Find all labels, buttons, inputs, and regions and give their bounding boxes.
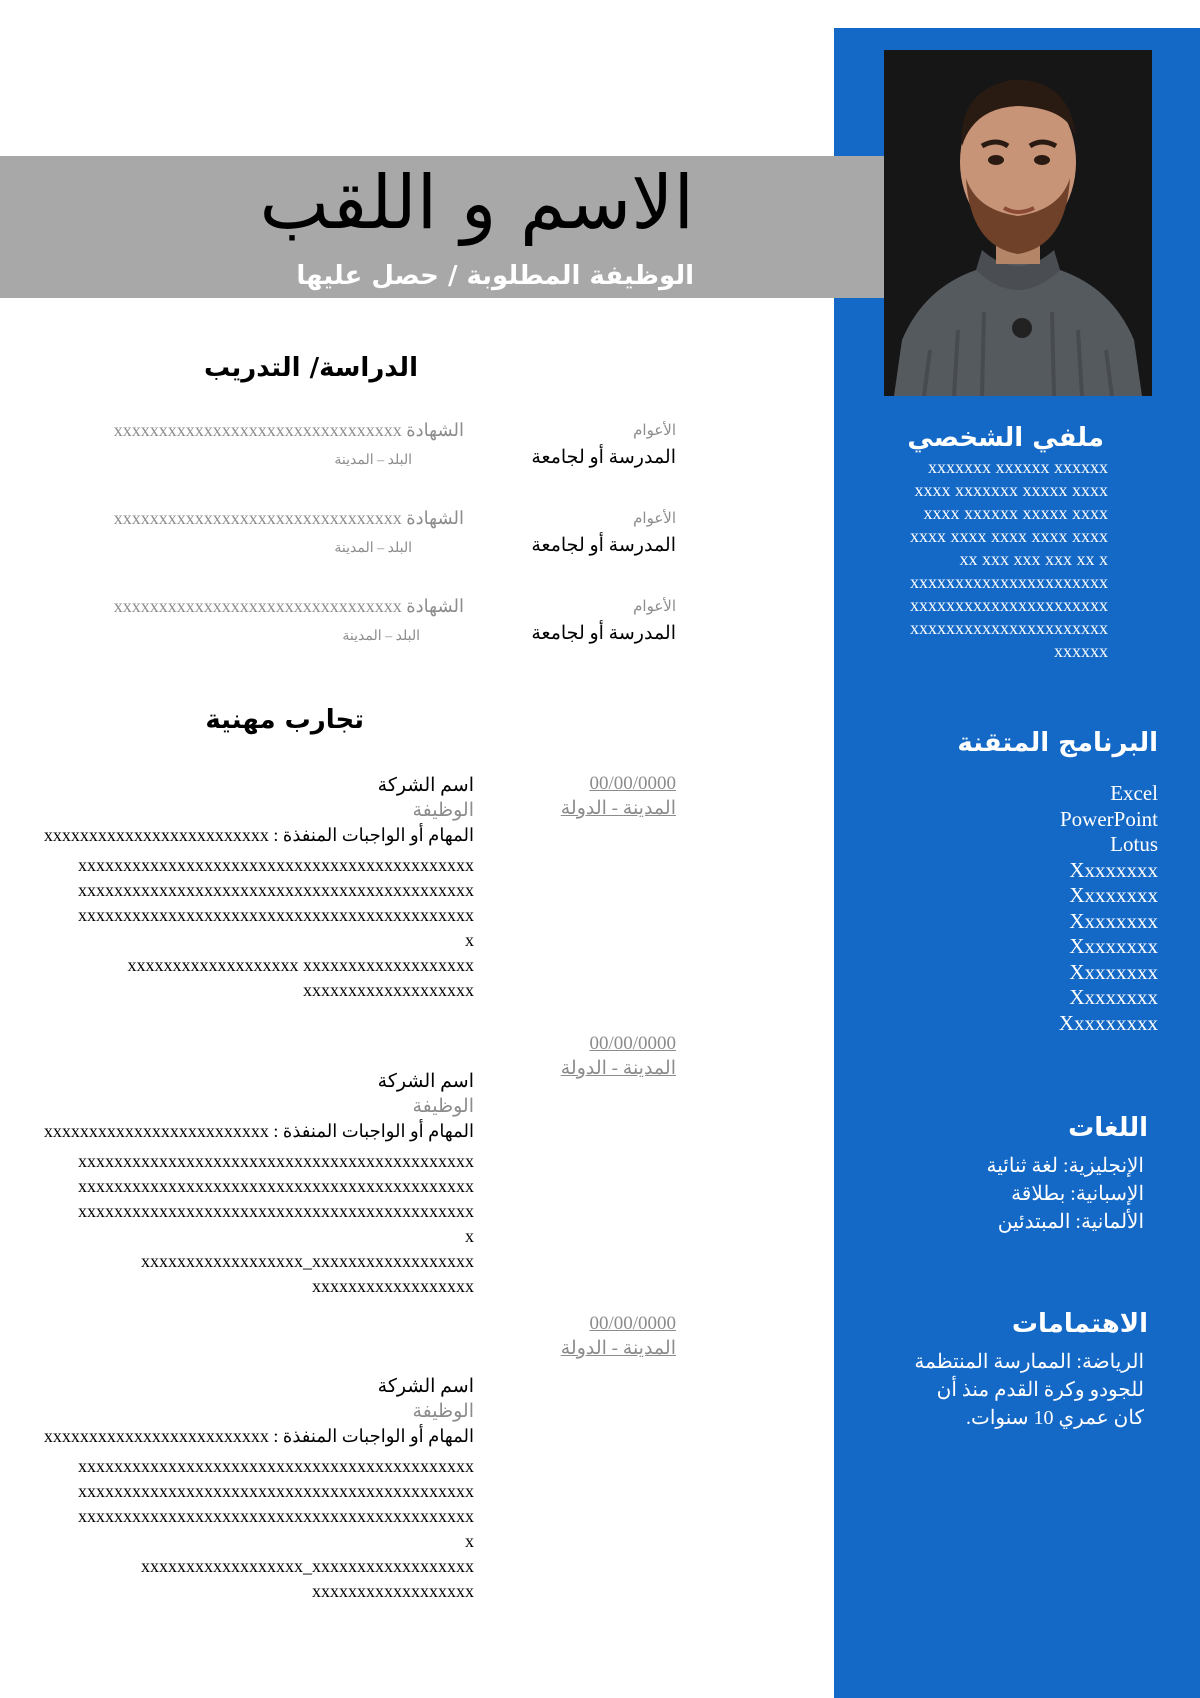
profile-text-line: xxxxxx xyxy=(1054,641,1108,661)
experience-tasks-x: xxxxxxxxxxxxxxxxxxxxxxxxx xyxy=(43,1426,269,1446)
experience-tasks xyxy=(44,1121,474,1142)
education-years: الأعوام xyxy=(633,511,676,527)
experience-date: 00/00/0000 xyxy=(589,773,676,794)
education-degree-value: xxxxxxxxxxxxxxxxxxxxxxxxxxxxxxxx xyxy=(113,420,402,440)
experience-date: 00/00/0000 xyxy=(589,1313,676,1334)
profile-text-line: xxxxxxxxxxxxxxxxxxxxxx xyxy=(910,572,1108,592)
experience-tasks xyxy=(44,825,474,846)
profile-text-line: xxxx xxxx xxxx xxxx xxxx xyxy=(910,526,1108,546)
education-degree-label: الشهادة xyxy=(406,420,464,440)
experience-section-title: تجارب مهنية xyxy=(205,705,364,735)
software-item: Lotus xyxy=(1110,832,1158,856)
language-item: الإنجليزية: لغة ثنائية xyxy=(986,1155,1144,1177)
language-item: الإسبانية: بطلاقة xyxy=(1011,1183,1144,1205)
experience-detail-line: xxxxxxxxxxxxxxxxxx xyxy=(312,1581,474,1601)
profile-photo-image xyxy=(884,50,1152,396)
profile-text-line: xxxx xxxxxx xxxxx xxxx xyxy=(923,503,1108,523)
experience-detail-line: xxxxxxxxxxxxxxxxxx xyxy=(312,1276,474,1296)
experience-detail-line: xxxxxxxxxxxxxxxxxx_xxxxxxxxxxxxxxxxxx xyxy=(141,1251,474,1271)
experience-detail-line: xxxxxxxxxxxxxxxxxxxxxxxxxxxxxxxxxxxxxxxxxxxx xyxy=(78,905,474,925)
software-item: Xxxxxxxx xyxy=(1069,883,1158,907)
education-degree xyxy=(114,508,464,529)
education-degree-label: الشهادة xyxy=(406,508,464,528)
experience-detail-line: xxxxxxxxxxxxxxxxxxxxxxxxxxxxxxxxxxxxxxxxxxxx xyxy=(78,1456,474,1476)
education-degree-value: xxxxxxxxxxxxxxxxxxxxxxxxxxxxxxxx xyxy=(113,596,402,616)
profile-text-line: xxxxxxx xxxxxx xxxxxx xyxy=(928,457,1108,477)
software-item: Xxxxxxxx xyxy=(1069,858,1158,882)
profile-photo xyxy=(884,50,1152,396)
experience-company: اسم الشركة xyxy=(377,775,474,796)
experience-location: المدينة - الدولة xyxy=(560,1058,676,1079)
experience-location: المدينة - الدولة xyxy=(560,798,676,819)
interests-line: للجودو وكرة القدم منذ أن xyxy=(936,1379,1144,1401)
software-item: Xxxxxxxx xyxy=(1069,985,1158,1009)
education-degree xyxy=(114,420,464,441)
experience-tasks-label: المهام أو الواجبات المنفذة : xyxy=(273,1121,474,1141)
software-item: Xxxxxxxx xyxy=(1069,909,1158,933)
education-degree-label: الشهادة xyxy=(406,596,464,616)
profile-text-line: xxxxxxxxxxxxxxxxxxxxxx xyxy=(910,618,1108,638)
experience-detail-line: xxxxxxxxxxxxxxxxxxxxxxxxxxxxxxxxxxxxxxxxxxxx xyxy=(78,1481,474,1501)
experience-detail-line: xxxxxxxxxxxxxxxxxxxxxxxxxxxxxxxxxxxxxxxxxxxx xyxy=(78,1151,474,1171)
software-item: Excel xyxy=(1110,781,1158,805)
education-degree xyxy=(114,596,464,617)
education-school: المدرسة أو لجامعة xyxy=(531,447,676,468)
education-section-title: الدراسة/ التدريب xyxy=(203,353,418,383)
software-item: PowerPoint xyxy=(1059,807,1158,831)
language-item: الألمانية: المبتدئين xyxy=(997,1211,1144,1233)
experience-position: الوظيفة xyxy=(412,800,474,821)
experience-location: المدينة - الدولة xyxy=(560,1338,676,1359)
software-item: Xxxxxxxx xyxy=(1069,934,1158,958)
profile-section-title: ملفي الشخصي xyxy=(907,423,1104,453)
education-school: المدرسة أو لجامعة xyxy=(531,623,676,644)
software-item: Xxxxxxxx xyxy=(1069,960,1158,984)
software-section-title: البرنامج المتقنة xyxy=(957,728,1158,758)
experience-detail-line: xxxxxxxxxxxxxxxxxxxxxxxxxxxxxxxxxxxxxxxxxxxx xyxy=(78,1201,474,1221)
education-place: البلد – المدينة xyxy=(334,453,412,468)
experience-tasks-x: xxxxxxxxxxxxxxxxxxxxxxxxx xyxy=(43,1121,269,1141)
education-place: البلد – المدينة xyxy=(334,541,412,556)
education-years: الأعوام xyxy=(633,599,676,615)
experience-position: الوظيفة xyxy=(412,1401,474,1422)
profile-text-line: xxxx xxxxxxx xxxxx xxxx xyxy=(914,480,1108,500)
experience-detail-line: xxxxxxxxxxxxxxxxxxxxxxxxxxxxxxxxxxxxxxxxxxxx xyxy=(78,855,474,875)
languages-section-title: اللغات xyxy=(1068,1113,1148,1143)
education-years: الأعوام xyxy=(633,423,676,439)
experience-company: اسم الشركة xyxy=(377,1376,474,1397)
full-name: الاسم و اللقب xyxy=(259,160,694,246)
experience-position: الوظيفة xyxy=(412,1096,474,1117)
experience-detail-line: xxxxxxxxxxxxxxxxxxxxxxxxxxxxxxxxxxxxxxxxxxxx xyxy=(78,1506,474,1526)
experience-date: 00/00/0000 xyxy=(589,1033,676,1054)
experience-detail-line: x xyxy=(465,1531,474,1551)
experience-detail-line: xxxxxxxxxxxxxxxxxxx xxxxxxxxxxxxxxxxxxx xyxy=(127,955,474,975)
interests-line: الرياضة: الممارسة المنتظمة xyxy=(914,1351,1144,1373)
profile-text-line: xxxxxxxxxxxxxxxxxxxxxx xyxy=(910,595,1108,615)
experience-tasks xyxy=(44,1426,474,1447)
experience-detail-line: xxxxxxxxxxxxxxxxxxxxxxxxxxxxxxxxxxxxxxxxxxxx xyxy=(78,1176,474,1196)
experience-company: اسم الشركة xyxy=(377,1071,474,1092)
experience-detail-line: xxxxxxxxxxxxxxxxxx_xxxxxxxxxxxxxxxxxx xyxy=(141,1556,474,1576)
education-degree-value: xxxxxxxxxxxxxxxxxxxxxxxxxxxxxxxx xyxy=(113,508,402,528)
software-item: Xxxxxxxxx xyxy=(1058,1011,1158,1035)
job-title: الوظيفة المطلوبة / حصل عليها xyxy=(296,261,694,291)
interests-line: كان عمري 10 سنوات. xyxy=(965,1407,1144,1429)
experience-detail-line: xxxxxxxxxxxxxxxxxxxxxxxxxxxxxxxxxxxxxxxxxxxx xyxy=(78,880,474,900)
experience-detail-line: x xyxy=(465,1226,474,1246)
experience-detail-line: x xyxy=(465,930,474,950)
interests-section-title: الاهتمامات xyxy=(1011,1309,1148,1339)
profile-text-line: xx xxx xxx xxx xx x xyxy=(959,549,1108,569)
education-place: البلد – المدينة xyxy=(342,629,420,644)
education-school: المدرسة أو لجامعة xyxy=(531,535,676,556)
experience-tasks-x: xxxxxxxxxxxxxxxxxxxxxxxxx xyxy=(43,825,269,845)
experience-tasks-label: المهام أو الواجبات المنفذة : xyxy=(273,825,474,845)
experience-detail-line: xxxxxxxxxxxxxxxxxxx xyxy=(303,980,474,1000)
experience-tasks-label: المهام أو الواجبات المنفذة : xyxy=(273,1426,474,1446)
